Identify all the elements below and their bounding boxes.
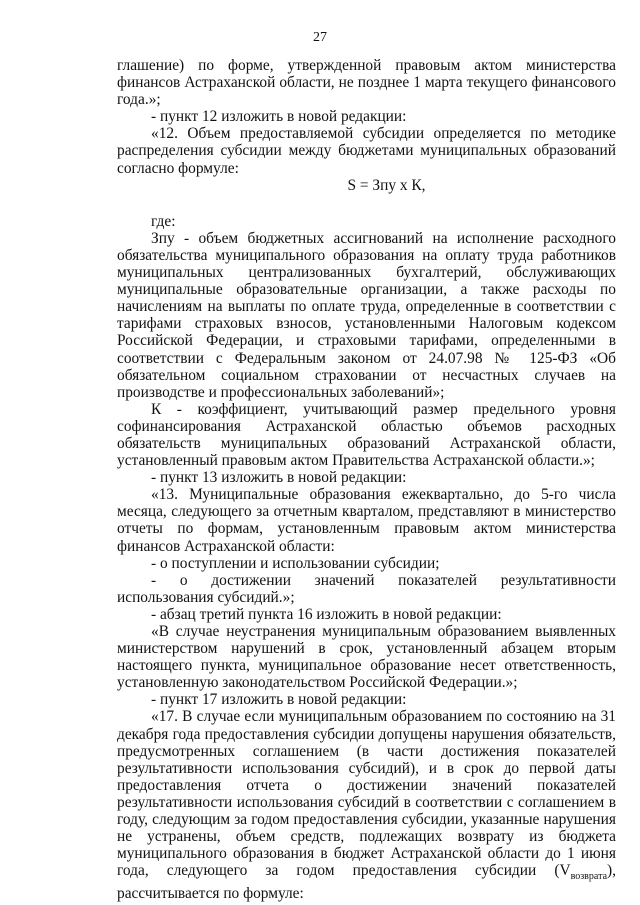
subscript: возврата xyxy=(570,871,608,883)
paragraph: где: xyxy=(151,212,176,230)
paragraph: глашение) по форме, утвержденной правовым актом министерства финансов Астраханской области, не позднее 1 марта текущего финансового года.»; xyxy=(117,57,616,109)
paragraph: - о поступлении и использовании субсидии; xyxy=(151,554,440,572)
paragraph: - пункт 13 изложить в новой редакции: xyxy=(151,469,407,487)
paragraph: К - коэффициент, учитывающий размер предельного уровня софинансирования Астраханской областью объемов расходных обязательств муниципальных образований Астраханской области, установленный правовым актом Правительства Астраханской области.»; xyxy=(117,400,616,470)
paragraph: - пункт 12 изложить в новой редакции: xyxy=(151,108,407,126)
paragraph: - пункт 17 изложить в новой редакции: xyxy=(151,691,407,709)
paragraph: Зпу - объем бюджетных ассигнований на исполнение расходного обязательства муниципального образования на оплату труда работников муниципальных централизованных бухгалтерий, обслуживающих муниципальные образовательные организации, а также расходы по начислениям на выплаты по оплате труда, определенные в соответствии с тарифами страховых взносов, установленными Налоговым кодексом Российской Федерации, и страховыми тарифами, определенными в соответствии с Федеральным законом от 24.07.98 № 125-ФЗ «Об обязательном социальном страховании от несчастных случаев на производстве и профессиональных заболеваний»; xyxy=(117,229,616,401)
paragraph: - абзац третий пункта 16 изложить в новой редакции: xyxy=(151,605,502,623)
document-body xyxy=(117,57,616,903)
paragraph-text: «17. В случае если муниципальным образованием по состоянию на 31 декабря года предоставления субсидии допущены нарушения обязательств, предусмотренных соглашением (в части достижения показателей результативности использования субсидий), и в срок до первой даты предоставления отчета о достижении значений показателей результативности использования субсидий в соответствии с соглашением в году, следующим за годом предоставления субсидии, указанные нарушения не устранены, объем средств, подлежащих возврату из бюджета муниципального образования в бюджет Астраханской области до 1 июня года, следующего за годом предоставления субсидии (V xyxy=(117,708,616,880)
paragraph: «В случае неустранения муниципальным образованием выявленных министерством нарушений в срок, установленный абзацем вторым настоящего пункта, муниципальное образование несет ответственность, установленную законодательством Российской Федерации.»; xyxy=(117,623,616,692)
formula: S = Зпу х К, xyxy=(347,176,426,194)
paragraph: - о достижении значений показателей результативности использования субсидий.»; xyxy=(117,571,616,606)
paragraph xyxy=(117,708,616,902)
spacer xyxy=(117,194,616,213)
paragraph-text: ), рассчитывается по формуле: xyxy=(117,862,616,903)
paragraph: «13. Муниципальные образования ежеквартально, до 5-го числа месяца, следующего за отчетным кварталом, представляют в министерство отчеты по формам, установленным правовым актом министерства финансов Астраханской области: xyxy=(117,486,616,555)
page-number: 27 xyxy=(313,30,327,45)
paragraph: «12. Объем предоставляемой субсидии определяется по методике распределения субсидии между бюджетами муниципальных образований согласно формуле: xyxy=(117,125,616,177)
